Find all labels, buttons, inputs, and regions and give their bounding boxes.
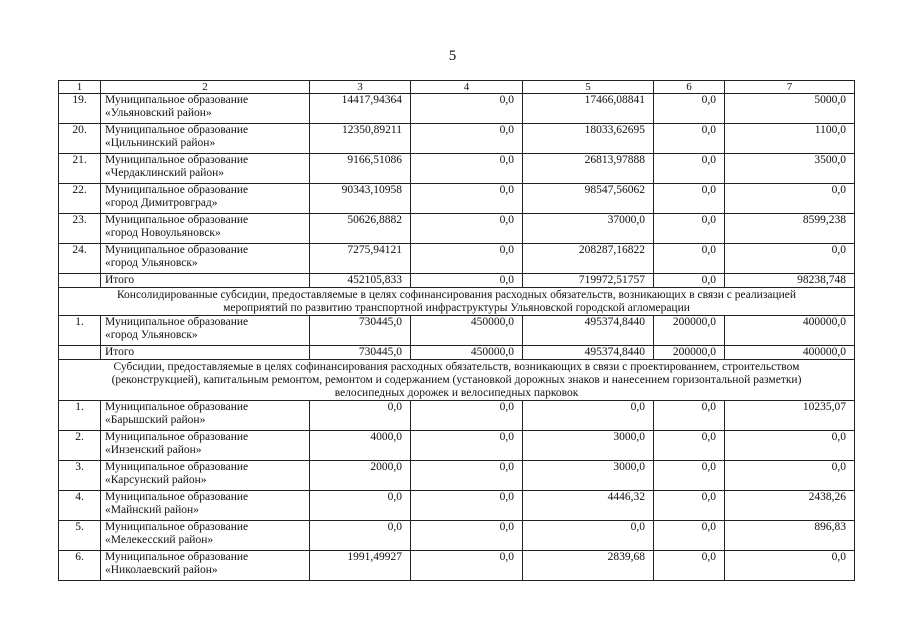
total-c4: 450000,0 xyxy=(411,346,523,360)
municipality-name-line: «Ульяновский район» xyxy=(105,107,212,119)
table-row xyxy=(59,184,855,214)
municipality-name-line: Муниципальное образование xyxy=(105,316,249,328)
section-heading-row xyxy=(59,288,855,316)
value-c4: 0,0 xyxy=(411,184,523,214)
municipality-name xyxy=(101,431,310,461)
value-c5: 208287,16822 xyxy=(523,244,654,274)
value-c5: 37000,0 xyxy=(523,214,654,244)
municipality-name-line: Муниципальное образование xyxy=(105,521,249,533)
municipality-name-line: «город Ульяновск» xyxy=(105,257,198,269)
value-c7: 0,0 xyxy=(725,431,855,461)
value-c4: 0,0 xyxy=(411,521,523,551)
row-number: 6. xyxy=(59,551,101,581)
value-c6: 0,0 xyxy=(654,94,725,124)
row-number: 1. xyxy=(59,316,101,346)
municipality-name-line: Муниципальное образование xyxy=(105,154,249,166)
column-number-3: 3 xyxy=(310,81,411,94)
municipality-name xyxy=(101,214,310,244)
total-c5: 719972,51757 xyxy=(523,274,654,288)
section-heading-line: мероприятий по развитию транспортной инфраструктуры Ульяновской городской агломерации xyxy=(223,302,690,314)
value-c5: 2839,68 xyxy=(523,551,654,581)
section-heading-row xyxy=(59,360,855,401)
value-c4: 0,0 xyxy=(411,401,523,431)
municipality-name-line: Муниципальное образование xyxy=(105,431,249,443)
value-c5: 26813,97888 xyxy=(523,154,654,184)
section-heading-line: велосипедных дорожек и велосипедных парковок xyxy=(334,387,579,399)
total-c7: 400000,0 xyxy=(725,346,855,360)
municipality-name-line: Муниципальное образование xyxy=(105,551,249,563)
value-c3: 0,0 xyxy=(310,521,411,551)
table-row xyxy=(59,521,855,551)
value-c6: 0,0 xyxy=(654,491,725,521)
total-c7: 98238,748 xyxy=(725,274,855,288)
municipality-name-line: «Мелекесский район» xyxy=(105,534,214,546)
total-c6: 0,0 xyxy=(654,274,725,288)
value-c3: 1991,49927 xyxy=(310,551,411,581)
row-number: 5. xyxy=(59,521,101,551)
value-c4: 0,0 xyxy=(411,94,523,124)
value-c4: 0,0 xyxy=(411,461,523,491)
municipality-name xyxy=(101,551,310,581)
municipality-name xyxy=(101,401,310,431)
municipality-name-line: «город Ульяновск» xyxy=(105,329,198,341)
value-c6: 0,0 xyxy=(654,214,725,244)
municipality-name-line: Муниципальное образование xyxy=(105,244,249,256)
value-c3: 0,0 xyxy=(310,401,411,431)
municipality-name-line: «город Новоульяновск» xyxy=(105,227,221,239)
municipality-name-line: Муниципальное образование xyxy=(105,124,249,136)
value-c6: 200000,0 xyxy=(654,316,725,346)
municipality-name xyxy=(101,124,310,154)
value-c6: 0,0 xyxy=(654,154,725,184)
municipality-name xyxy=(101,491,310,521)
value-c7: 0,0 xyxy=(725,461,855,491)
value-c3: 7275,94121 xyxy=(310,244,411,274)
value-c7: 0,0 xyxy=(725,244,855,274)
municipality-name xyxy=(101,521,310,551)
value-c4: 0,0 xyxy=(411,551,523,581)
value-c5: 3000,0 xyxy=(523,431,654,461)
total-label: Итого xyxy=(101,346,310,360)
value-c3: 90343,10958 xyxy=(310,184,411,214)
table-row xyxy=(59,551,855,581)
subsidy-table xyxy=(58,80,855,581)
total-c5: 495374,8440 xyxy=(523,346,654,360)
total-c6: 200000,0 xyxy=(654,346,725,360)
table-row xyxy=(59,124,855,154)
municipality-name xyxy=(101,94,310,124)
table-row xyxy=(59,461,855,491)
value-c5: 4446,32 xyxy=(523,491,654,521)
table-row xyxy=(59,154,855,184)
value-c7: 8599,238 xyxy=(725,214,855,244)
column-number-2: 2 xyxy=(101,81,310,94)
total-row xyxy=(59,274,855,288)
row-number: 1. xyxy=(59,401,101,431)
section-heading xyxy=(59,288,855,316)
municipality-name-line: Муниципальное образование xyxy=(105,401,249,413)
municipality-name-line: «Цильнинский район» xyxy=(105,137,216,149)
value-c4: 0,0 xyxy=(411,431,523,461)
row-number-empty xyxy=(59,274,101,288)
value-c3: 14417,94364 xyxy=(310,94,411,124)
value-c7: 10235,07 xyxy=(725,401,855,431)
value-c5: 98547,56062 xyxy=(523,184,654,214)
total-row xyxy=(59,346,855,360)
value-c7: 400000,0 xyxy=(725,316,855,346)
value-c7: 2438,26 xyxy=(725,491,855,521)
total-c3: 730445,0 xyxy=(310,346,411,360)
municipality-name-line: Муниципальное образование xyxy=(105,214,249,226)
value-c7: 3500,0 xyxy=(725,154,855,184)
value-c6: 0,0 xyxy=(654,401,725,431)
municipality-name-line: Муниципальное образование xyxy=(105,184,249,196)
column-number-1: 1 xyxy=(59,81,101,94)
municipality-name-line: «Барышский район» xyxy=(105,414,206,426)
section-heading-line: Консолидированные субсидии, предоставляемые в целях софинансирования расходных обязательств, возникающих в связи с реализацией xyxy=(116,289,797,301)
value-c5: 0,0 xyxy=(523,401,654,431)
value-c7: 1100,0 xyxy=(725,124,855,154)
table-row xyxy=(59,401,855,431)
row-number: 3. xyxy=(59,461,101,491)
value-c7: 0,0 xyxy=(725,551,855,581)
section-heading-line: (реконструкцией), капитальным ремонтом, ремонтом и содержанием (установкой дорожных знаков и нанесением горизонтальной разметки) xyxy=(111,374,802,386)
table-row xyxy=(59,431,855,461)
column-number-4: 4 xyxy=(411,81,523,94)
value-c6: 0,0 xyxy=(654,551,725,581)
municipality-name-line: «Чердаклинский район» xyxy=(105,167,225,179)
municipality-name xyxy=(101,184,310,214)
value-c3: 0,0 xyxy=(310,491,411,521)
value-c7: 896,83 xyxy=(725,521,855,551)
municipality-name-line: «Карсунский район» xyxy=(105,474,207,486)
municipality-name-line: «Николаевский район» xyxy=(105,564,218,576)
value-c5: 18033,62695 xyxy=(523,124,654,154)
total-label: Итого xyxy=(101,274,310,288)
row-number: 2. xyxy=(59,431,101,461)
value-c7: 5000,0 xyxy=(725,94,855,124)
row-number: 4. xyxy=(59,491,101,521)
value-c3: 12350,89211 xyxy=(310,124,411,154)
value-c3: 50626,8882 xyxy=(310,214,411,244)
municipality-name-line: «город Димитровград» xyxy=(105,197,218,209)
value-c3: 9166,51086 xyxy=(310,154,411,184)
section-heading xyxy=(59,360,855,401)
value-c5: 495374,8440 xyxy=(523,316,654,346)
value-c5: 0,0 xyxy=(523,521,654,551)
value-c7: 0,0 xyxy=(725,184,855,214)
municipality-name-line: «Инзенский район» xyxy=(105,444,202,456)
value-c3: 730445,0 xyxy=(310,316,411,346)
value-c4: 0,0 xyxy=(411,214,523,244)
row-number: 23. xyxy=(59,214,101,244)
municipality-name xyxy=(101,461,310,491)
table-row xyxy=(59,94,855,124)
table-row xyxy=(59,244,855,274)
municipality-name-line: «Майнский район» xyxy=(105,504,199,516)
row-number-empty xyxy=(59,346,101,360)
municipality-name-line: Муниципальное образование xyxy=(105,461,249,473)
value-c6: 0,0 xyxy=(654,184,725,214)
municipality-name xyxy=(101,316,310,346)
value-c3: 4000,0 xyxy=(310,431,411,461)
value-c4: 450000,0 xyxy=(411,316,523,346)
value-c6: 0,0 xyxy=(654,244,725,274)
municipality-name-line: Муниципальное образование xyxy=(105,94,249,106)
column-number-5: 5 xyxy=(523,81,654,94)
value-c4: 0,0 xyxy=(411,244,523,274)
value-c5: 17466,08841 xyxy=(523,94,654,124)
value-c6: 0,0 xyxy=(654,431,725,461)
value-c4: 0,0 xyxy=(411,154,523,184)
row-number: 22. xyxy=(59,184,101,214)
total-c3: 452105,833 xyxy=(310,274,411,288)
value-c6: 0,0 xyxy=(654,461,725,491)
row-number: 21. xyxy=(59,154,101,184)
value-c4: 0,0 xyxy=(411,124,523,154)
column-number-row xyxy=(59,81,855,94)
value-c4: 0,0 xyxy=(411,491,523,521)
total-c4: 0,0 xyxy=(411,274,523,288)
table-row xyxy=(59,214,855,244)
value-c6: 0,0 xyxy=(654,124,725,154)
column-number-7: 7 xyxy=(725,81,855,94)
value-c5: 3000,0 xyxy=(523,461,654,491)
row-number: 24. xyxy=(59,244,101,274)
table-row xyxy=(59,316,855,346)
table-row xyxy=(59,491,855,521)
column-number-6: 6 xyxy=(654,81,725,94)
value-c3: 2000,0 xyxy=(310,461,411,491)
section-heading-line: Субсидии, предоставляемые в целях софинансирования расходных обязательств, возникающих в связи с проектированием, строительством xyxy=(113,361,800,373)
page-number: 5 xyxy=(448,48,457,64)
row-number: 19. xyxy=(59,94,101,124)
municipality-name xyxy=(101,154,310,184)
value-c6: 0,0 xyxy=(654,521,725,551)
municipality-name-line: Муниципальное образование xyxy=(105,491,249,503)
municipality-name xyxy=(101,244,310,274)
row-number: 20. xyxy=(59,124,101,154)
